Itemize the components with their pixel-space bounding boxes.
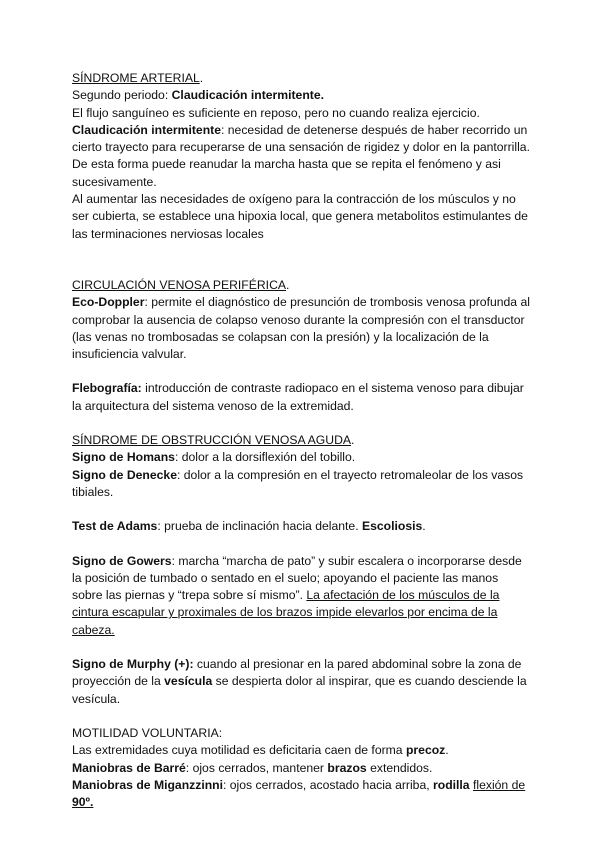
claudication-text: : necesidad de detenerse después de haber recorrido un cierto trayecto para recuperarse de una sensación de rigidez y dolor en la pantorrilla. De esta forma puede reanudar la marcha hasta que se repita el fenómeno y asi sucesivamente. bbox=[72, 122, 530, 189]
arterial-line1-prefix: Segundo periodo: bbox=[72, 88, 172, 103]
flebografia-text: introducción de contraste radiopaco en el sistema venoso para dibujar la arquitectura del sistema venoso de la extremidad. bbox=[72, 381, 524, 413]
venous-heading-dot: . bbox=[286, 277, 290, 292]
miganzzinni-text: : ojos cerrados, acostado hacia arriba, bbox=[223, 777, 434, 792]
murphy-vesicula: vesícula bbox=[164, 674, 213, 689]
murphy-term: Signo de Murphy (+): bbox=[72, 657, 194, 672]
denecke-text: : dolor a la compresión en el trayecto retromaleolar de los vasos tibiales. bbox=[72, 467, 524, 499]
arterial-heading-line bbox=[72, 70, 532, 87]
adams-text: : prueba de inclinación hacia delante. bbox=[157, 519, 362, 534]
arterial-heading-dot: . bbox=[199, 71, 204, 85]
motility-line1-text: Las extremidades cuya motilidad es deficitaria caen de forma bbox=[72, 743, 406, 758]
spacer bbox=[72, 639, 532, 656]
claudication-term: Claudicación intermitente bbox=[72, 122, 221, 137]
claudication-paragraph bbox=[72, 122, 532, 191]
barre-term: Maniobras de Barré bbox=[72, 760, 186, 775]
gowers-term: Signo de Gowers bbox=[72, 553, 172, 568]
document-page bbox=[72, 70, 532, 811]
murphy-paragraph bbox=[72, 656, 532, 708]
homans-text: : dolor a la dorsiflexión del tobillo. bbox=[174, 450, 356, 465]
gowers-paragraph bbox=[72, 553, 532, 639]
murphy-text1: cuando al presionar en la pared abdominal sobre la zona de proyección de la bbox=[72, 657, 522, 689]
venous-heading: CIRCULACIÓN VENOSA PERIFÉRICA bbox=[72, 277, 287, 292]
obstruction-heading-dot: . bbox=[351, 433, 355, 448]
adams-paragraph bbox=[72, 518, 532, 535]
arterial-line1 bbox=[72, 87, 532, 104]
adams-scoliosis: Escoliosis bbox=[361, 519, 423, 534]
miganzzinni-rodilla: rodilla bbox=[433, 777, 470, 792]
gowers-underlined: La afectación de los músculos de la cintura escapular y proximales de los brazos impide elevarlos por encima de la cabeza. bbox=[72, 588, 500, 637]
denecke-paragraph bbox=[72, 467, 532, 502]
motility-line1-end: . bbox=[445, 743, 449, 758]
arterial-line2: El flujo sanguíneo es suficiente en reposo, pero no cuando realiza ejercicio. bbox=[72, 105, 480, 120]
miganzzinni-90: 90º. bbox=[72, 795, 94, 810]
motility-line1 bbox=[72, 742, 532, 759]
doppler-term: Eco-Doppler bbox=[72, 295, 145, 310]
gowers-text: : marcha “marcha de pato” y subir escalera o incorporarse desde la posición de tumbado o sentado en el suelo; apoyando el paciente las manos sobre las piernas y “trepa sobre sí mismo”. bbox=[72, 553, 522, 603]
obstruction-heading-line bbox=[72, 432, 532, 449]
doppler-paragraph bbox=[72, 294, 532, 363]
spacer bbox=[72, 708, 532, 725]
barre-end: extendidos. bbox=[366, 760, 433, 775]
barre-brazos: brazos bbox=[327, 760, 367, 775]
spacer bbox=[72, 536, 532, 553]
motility-heading: MOTILIDAD VOLUNTARIA: bbox=[72, 725, 223, 740]
adams-end: . bbox=[422, 519, 426, 534]
oxygen-paragraph: Al aumentar las necesidades de oxígeno para la contracción de los músculos y no ser cubierta, se establece una hipoxia local, que genera metabolitos estimulantes de las terminaciones nerviosas locales bbox=[72, 192, 528, 241]
obstruction-heading: SÍNDROME DE OBSTRUCCIÓN VENOSA AGUDA bbox=[72, 433, 352, 448]
barre-paragraph bbox=[72, 760, 532, 777]
murphy-text2: se despierta dolor al inspirar, que es cuando desciende la vesícula. bbox=[72, 674, 527, 706]
adams-term: Test de Adams bbox=[72, 519, 158, 534]
spacer bbox=[72, 501, 532, 518]
spacer bbox=[72, 363, 532, 380]
miganzzinni-flexion: flexión de bbox=[472, 777, 526, 792]
motility-precoz: precoz bbox=[405, 743, 446, 758]
spacer bbox=[72, 415, 532, 432]
homans-paragraph bbox=[72, 449, 532, 466]
doppler-text: : permite el diagnóstico de presunción de trombosis venosa profunda al comprobar la ausencia de colapso venoso durante la compresión con el transductor (las venas no trombosadas se colapsan con la presión) y la localización de la insuficiencia valvular. bbox=[72, 295, 530, 362]
venous-heading-line bbox=[72, 277, 532, 294]
miganzzinni-term: Maniobras de Miganzzinni bbox=[72, 777, 223, 792]
barre-text: : ojos cerrados, mantener bbox=[185, 760, 328, 775]
homans-term: Signo de Homans bbox=[72, 450, 175, 465]
arterial-heading: SÍNDROME ARTERIAL bbox=[72, 71, 200, 85]
arterial-line1-bold: Claudicación intermitente. bbox=[171, 88, 324, 103]
denecke-term: Signo de Denecke bbox=[72, 467, 177, 482]
flebografia-term: Flebografía: bbox=[72, 381, 142, 396]
spacer bbox=[72, 243, 532, 277]
miganzzinni-paragraph bbox=[72, 777, 532, 812]
flebografia-paragraph bbox=[72, 380, 532, 415]
